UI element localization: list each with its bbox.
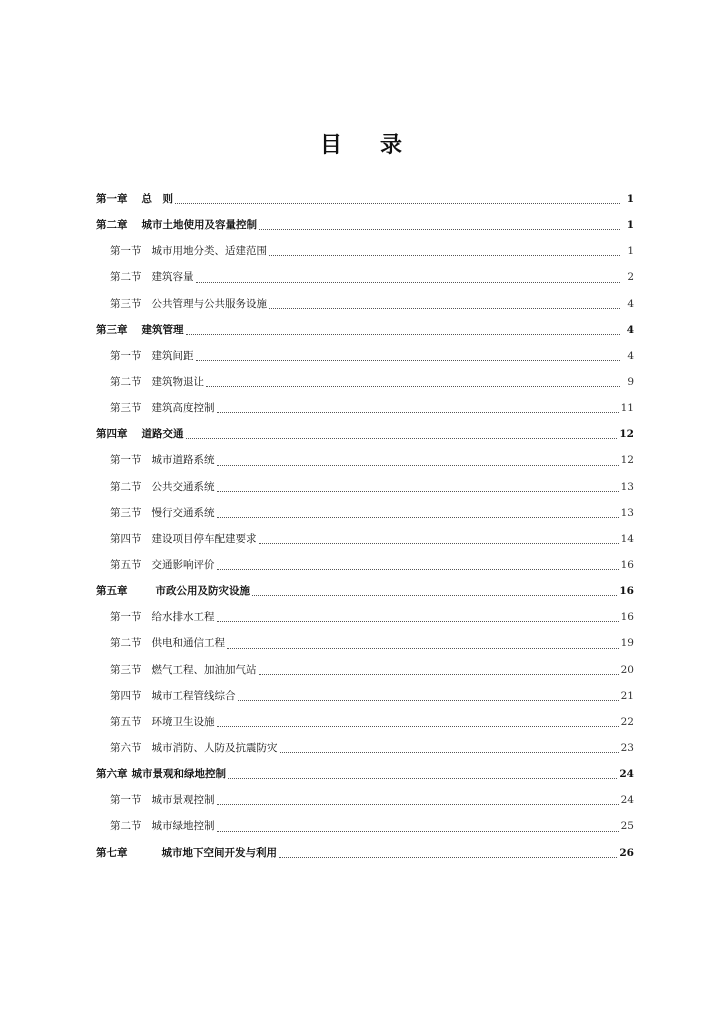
toc-entry-title: 市政公用及防灾设施 [155, 585, 250, 598]
toc-entry-number: 第二节 [110, 637, 142, 650]
toc-entry-title: 建筑物退让 [151, 375, 204, 388]
toc-entry-title: 总 则 [141, 193, 173, 205]
toc-section-row[interactable] [96, 657, 634, 683]
toc-section-row[interactable] [96, 474, 634, 500]
toc-dot-leader [217, 447, 619, 473]
toc-entry-page-number: 13 [620, 506, 634, 519]
toc-chapter-row[interactable] [96, 761, 634, 787]
toc-entry-title: 城市地下空间开发与利用 [161, 846, 277, 859]
toc-entry-title: 供电和通信工程 [151, 637, 225, 650]
toc-section-row[interactable] [96, 630, 634, 656]
toc-entry-page-number: 19 [620, 637, 634, 650]
toc-entry-page-number: 1 [626, 193, 634, 205]
toc-entry-title: 慢行交通系统 [151, 506, 215, 519]
toc-entry-title: 城市用地分类、适建范围 [151, 245, 267, 258]
toc-dot-leader [217, 604, 619, 630]
toc-entry-number: 第三节 [110, 506, 142, 519]
toc-section-row[interactable] [96, 787, 634, 813]
toc-dot-leader [269, 291, 620, 317]
toc-dot-leader [206, 369, 620, 395]
toc-entry-number: 第四节 [110, 689, 142, 702]
toc-dot-leader [196, 264, 621, 290]
toc-section-row[interactable] [96, 526, 634, 552]
toc-dot-leader [217, 500, 619, 526]
toc-section-row[interactable] [96, 291, 634, 317]
toc-entry-title: 建筑间距 [151, 349, 194, 362]
toc-entry-title: 环境卫生设施 [151, 715, 215, 728]
toc-entry-title: 城市道路系统 [151, 454, 215, 467]
toc-entry-number: 第三节 [110, 297, 142, 310]
toc-chapter-row[interactable] [96, 212, 634, 238]
toc-section-row[interactable] [96, 500, 634, 526]
toc-dot-leader [217, 474, 619, 500]
toc-entry-number: 第六章 [96, 768, 128, 781]
toc-entry-number: 第一节 [110, 245, 142, 258]
toc-entry-page-number: 16 [620, 558, 634, 571]
toc-entry-number: 第五章 [96, 585, 128, 598]
toc-dot-leader [217, 787, 619, 813]
toc-section-row[interactable] [96, 238, 634, 264]
toc-chapter-row[interactable] [96, 840, 634, 866]
toc-entry-title: 城市绿地控制 [151, 820, 215, 833]
toc-section-row[interactable] [96, 343, 634, 369]
toc-section-row[interactable] [96, 552, 634, 578]
toc-section-row[interactable] [96, 735, 634, 761]
toc-section-row[interactable] [96, 604, 634, 630]
toc-entry-page-number: 12 [620, 454, 634, 467]
toc-entry-number: 第五节 [110, 558, 142, 571]
toc-dot-leader [269, 238, 620, 264]
toc-entry-title: 燃气工程、加油加气站 [151, 663, 257, 676]
toc-entry-page-number: 1 [626, 219, 634, 232]
toc-dot-leader [186, 421, 618, 447]
toc-dot-leader [279, 840, 617, 866]
toc-dot-leader [175, 186, 620, 212]
toc-entry-page-number: 1 [627, 245, 634, 258]
toc-entry-number: 第六节 [110, 741, 142, 754]
table-of-contents [96, 186, 634, 866]
toc-entry-page-number: 4 [627, 349, 634, 362]
toc-entry-title: 城市景观控制 [151, 794, 215, 807]
toc-entry-page-number: 4 [626, 323, 634, 336]
toc-entry-page-number: 16 [619, 585, 634, 598]
toc-section-row[interactable] [96, 395, 634, 421]
toc-dot-leader [238, 683, 619, 709]
toc-entry-title: 公共管理与公共服务设施 [151, 297, 267, 310]
toc-entry-page-number: 24 [620, 794, 634, 807]
toc-entry-title: 建筑管理 [141, 323, 184, 336]
toc-entry-number: 第七章 [96, 846, 128, 859]
toc-entry-title: 公共交通系统 [151, 480, 215, 493]
toc-entry-number: 第一节 [110, 454, 142, 467]
toc-dot-leader [217, 709, 619, 735]
toc-entry-number: 第二章 [96, 219, 128, 232]
toc-entry-title: 建筑容量 [151, 271, 194, 284]
toc-chapter-row[interactable] [96, 421, 634, 447]
toc-entry-title: 建筑高度控制 [151, 402, 215, 415]
toc-section-row[interactable] [96, 709, 634, 735]
toc-entry-page-number: 4 [627, 297, 634, 310]
toc-entry-page-number: 16 [620, 611, 634, 624]
toc-entry-title: 道路交通 [141, 428, 184, 441]
toc-entry-page-number: 21 [620, 689, 634, 702]
toc-dot-leader [227, 630, 619, 656]
toc-entry-page-number: 9 [627, 375, 634, 388]
toc-dot-leader [196, 343, 621, 369]
page-title [0, 128, 724, 159]
title-char-2: 录 [380, 132, 405, 158]
toc-entry-number: 第一节 [110, 611, 142, 624]
toc-section-row[interactable] [96, 447, 634, 473]
toc-dot-leader [217, 813, 619, 839]
toc-dot-leader [259, 526, 619, 552]
toc-entry-page-number: 26 [619, 846, 634, 859]
toc-entry-page-number: 24 [619, 768, 634, 781]
toc-entry-page-number: 12 [619, 428, 634, 441]
toc-dot-leader [252, 578, 617, 604]
toc-entry-page-number: 2 [627, 271, 634, 284]
toc-section-row[interactable] [96, 683, 634, 709]
toc-dot-leader [280, 735, 619, 761]
toc-section-row[interactable] [96, 369, 634, 395]
toc-entry-page-number: 14 [620, 532, 634, 545]
toc-entry-page-number: 22 [620, 715, 634, 728]
toc-dot-leader [259, 657, 619, 683]
toc-entry-number: 第一章 [96, 193, 128, 205]
toc-entry-title: 城市消防、人防及抗震防灾 [151, 741, 278, 754]
toc-section-row[interactable] [96, 813, 634, 839]
toc-entry-number: 第一节 [110, 349, 142, 362]
toc-entry-title: 城市土地使用及容量控制 [141, 219, 257, 232]
toc-entry-page-number: 25 [620, 820, 634, 833]
toc-entry-number: 第三章 [96, 323, 128, 336]
toc-dot-leader [186, 317, 621, 343]
toc-entry-title: 建设项目停车配建要求 [151, 532, 257, 545]
toc-dot-leader [228, 761, 617, 787]
toc-entry-number: 第四章 [96, 428, 128, 441]
toc-dot-leader [217, 395, 619, 421]
toc-entry-title: 城市工程管线综合 [151, 689, 236, 702]
toc-entry-number: 第二节 [110, 375, 142, 388]
toc-entry-number: 第四节 [110, 532, 142, 545]
toc-entry-title: 交通影响评价 [151, 558, 215, 571]
toc-entry-number: 第二节 [110, 820, 142, 833]
toc-dot-leader [259, 212, 620, 238]
toc-chapter-row[interactable] [96, 578, 634, 604]
toc-entry-page-number: 23 [620, 741, 634, 754]
toc-dot-leader [217, 552, 619, 578]
toc-entry-number: 第二节 [110, 271, 142, 284]
toc-entry-number: 第二节 [110, 480, 142, 493]
toc-entry-number: 第五节 [110, 715, 142, 728]
title-char-1: 目 [319, 132, 344, 158]
toc-chapter-row[interactable] [96, 317, 634, 343]
toc-entry-number: 第三节 [110, 402, 142, 415]
toc-entry-title: 给水排水工程 [151, 611, 215, 624]
toc-entry-page-number: 20 [620, 663, 634, 676]
toc-entry-page-number: 13 [620, 480, 634, 493]
toc-entry-number: 第三节 [110, 663, 142, 676]
toc-chapter-row[interactable] [96, 186, 634, 212]
toc-entry-page-number: 11 [620, 402, 634, 415]
toc-section-row[interactable] [96, 264, 634, 290]
toc-entry-number: 第一节 [110, 794, 142, 807]
toc-entry-title: 城市景观和绿地控制 [131, 768, 226, 781]
